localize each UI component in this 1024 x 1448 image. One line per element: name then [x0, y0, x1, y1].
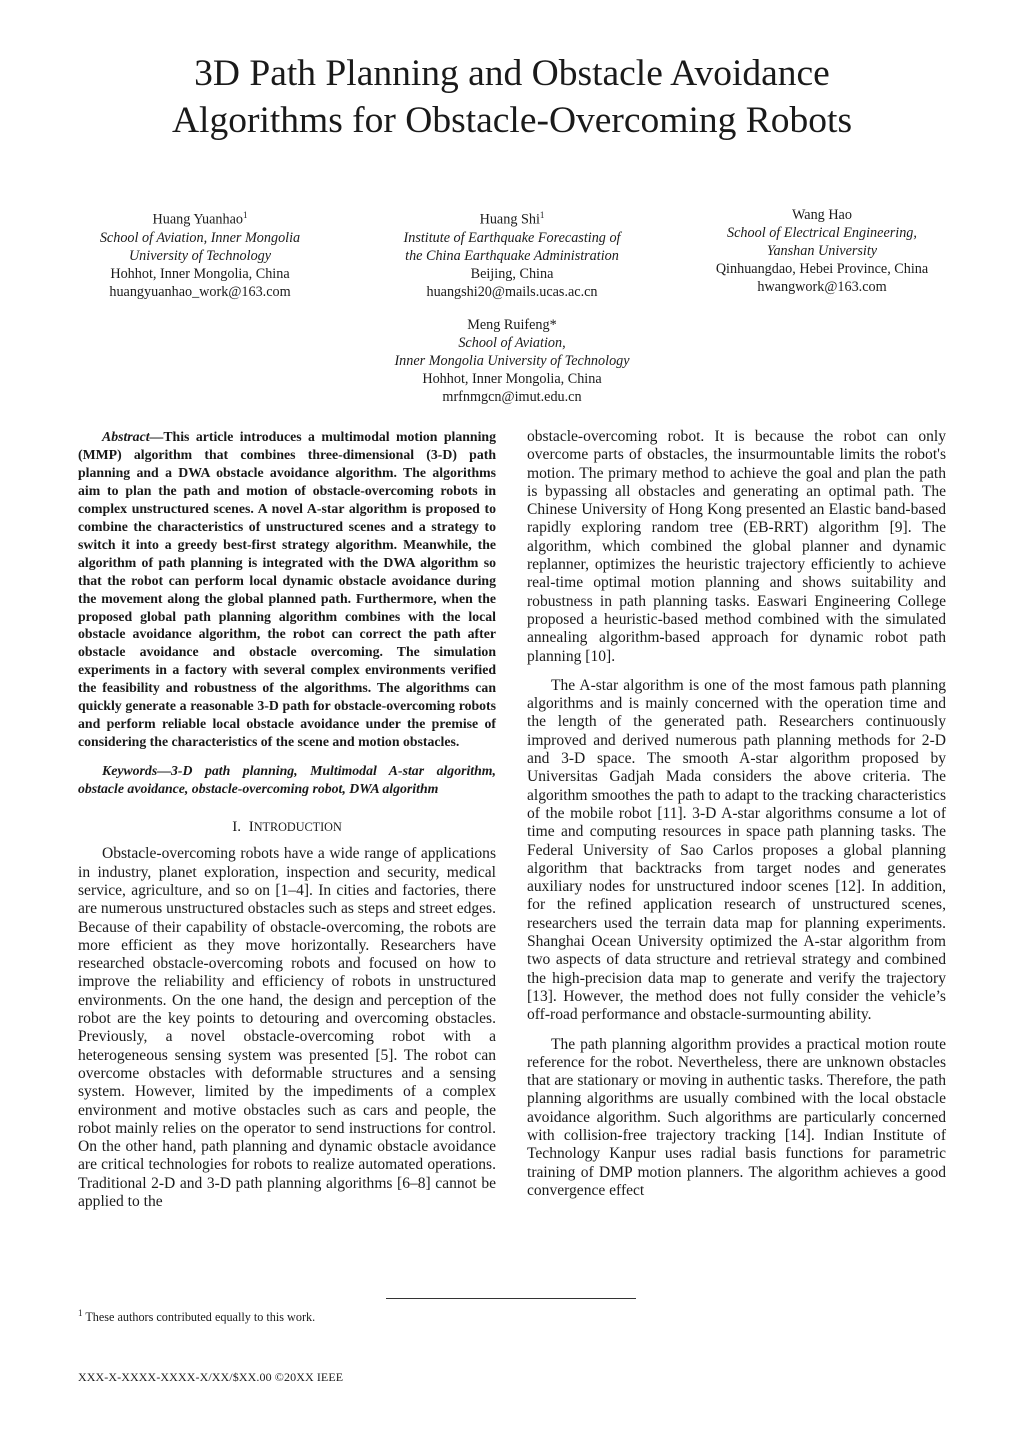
body-paragraph: obstacle-overcoming robot. It is because the robot can only overcome parts of obstacles, the insurmountable limits the robot's motion. The primary method to achieve the goal and plan the path is bypassing all obstacles and generating an optimal path. The Chinese University of Hong Kong presented an Elastic band-based rapidly exploring random tree (EB-RRT) algorithm [9]. The algorithm, which combined the global planner and dynamic replanner, optimizes the heuristic trajectory efficiently to achieve real-time optimal motion planning and shows suitability and robustness in path planning tasks. Easwari Engineering College proposed a heuristic-based method combined with the simulated annealing algorithm-based approach for dynamic robot path planning [10].	[527, 428, 946, 665]
abstract-label: Abstract	[102, 429, 150, 444]
author-affiliation: Inner Mongolia University of Technology	[394, 353, 630, 369]
abstract	[78, 428, 496, 751]
author-mark: 1	[243, 210, 248, 220]
title-line-1: 3D Path Planning and Obstacle Avoidance	[194, 53, 830, 94]
footnote-text: These authors contributed equally to this work.	[82, 1310, 316, 1325]
keywords: Keywords—3-D path planning, Multimodal A-star algorithm, obstacle avoidance, obstacle-overcoming robot, DWA algorithm	[78, 763, 496, 797]
section-title-initial: I	[248, 818, 254, 836]
author-email: huangshi20@mails.ucas.ac.cn	[426, 283, 598, 300]
footnote-mark: 1	[78, 1308, 83, 1318]
intro-paragraph-1: Obstacle-overcoming robots have a wide range of applications in industry, planet exploration, inspection and security, medical service, agriculture, and so on [1–4]. In cities and factories, there are numerous unstructured obstacles such as steps and street edges. Because of their capability of obstacle-overcoming, the robots are more efficient as they move horizontally. Researchers have researched obstacle-overcoming robots and focused on how to improve the reliability and efficiency of robots in unstructured environments. On the one hand, the design and perception of the robot are the key points to detouring and overcoming obstacles. Previously, a novel obstacle-overcoming robot with a heterogeneous sensing system was presented [5]. The robot can overcome obstacles with deformable structures and a sensing system. However, limited by the impediments of a complex environment and motive obstacles such as cars and people, the robot mainly relies on the operator to send instructions for control. On the other hand, path planning and dynamic obstacle avoidance are critical technologies for robots to realize automated operations. Traditional 2-D and 3-D path planning algorithms [6–8] cannot be applied to the	[78, 845, 496, 1210]
author-name: Huang Shi	[479, 211, 540, 228]
author-email: mrfnmgcn@imut.edu.cn	[442, 389, 582, 405]
author-email: hwangwork@163.com	[757, 279, 887, 295]
author-name: Wang Hao	[792, 207, 852, 223]
author-block-4	[362, 316, 662, 406]
paper-title	[0, 50, 1024, 144]
author-block-2	[382, 206, 642, 301]
author-affiliation: the China Earthquake Administration	[405, 247, 619, 264]
author-affiliation: Institute of Earthquake Forecasting of	[403, 229, 621, 246]
author-name: Huang Yuanhao	[152, 211, 243, 228]
author-email: huangyuanhao_work@163.com	[109, 283, 291, 300]
author-block-3	[692, 206, 952, 296]
author-affiliation: School of Aviation, Inner Mongolia	[99, 229, 301, 246]
left-column	[78, 428, 496, 1211]
footnote-divider	[386, 1298, 636, 1299]
section-heading-introduction	[78, 818, 496, 836]
author-block-1	[70, 206, 330, 301]
author-location: Qinhuangdao, Hebei Province, China	[715, 261, 929, 277]
right-column	[527, 428, 946, 1200]
author-mark: 1	[539, 210, 545, 220]
body-paragraph: The path planning algorithm provides a practical motion route reference for the robot. Nevertheless, there are unknown obstacles that are stationary or moving in authentic tasks. Therefore, the path planning algorithms are usually combined with the local obstacle avoidance algorithm. Such algorithms are particularly concerned with collision-free trajectory tracking [14]. Indian Institute of Technology Kanpur uses radial basis functions for parametric training of DMP motion planners. The algorithm achieves a good convergence effect	[527, 1035, 946, 1199]
abstract-text: —This article introduces a multimodal motion planning (MMP) algorithm that combines three-dimensional (3-D) path planning and a DWA obstacle avoidance algorithm. The algorithms aim to plan the path and motion of obstacle-overcoming robots in complex unstructured scenes. A novel A-star algorithm is proposed to combine the characteristics of unstructured scenes and a strategy to switch it into a greedy best-first strategy algorithm. Meanwhile, the algorithm of path planning is integrated with the DWA algorithm so that the robot can perform local dynamic obstacle avoidance during the movement along the global planned path. Furthermore, when the proposed global path planning algorithm combines with the local obstacle avoidance algorithm, the robot can correct the path after obstacle avoidance and obstacle overcoming. The simulation experiments in a factory with several complex environments verified the feasibility and robustness of the algorithms. The algorithms can quickly generate a reasonable 3-D path for obstacle-overcoming robots and perform reliable local obstacle avoidance under the premise of considering the characteristics of the scene and motion obstacles.	[78, 429, 496, 750]
author-affiliation: School of Aviation,	[458, 335, 566, 351]
section-number: I.	[232, 818, 242, 836]
body-paragraph: The A-star algorithm is one of the most famous path planning algorithms and is mainly concerned with the operation time and the length of the generated path. Researchers continuously improved and derived numerous path planning methods for 2-D and 3-D space. The smooth A-star algorithm proposed by Universitas Gadjah Mada considers the above criteria. The algorithm smoothes the path to adapt to the tracking characteristics of the mobile robot [11]. 3-D A-star algorithms consume a lot of time and computing resources in space path planning tasks. The Federal University of Sao Carlos proposes a global planning algorithm that backtracks from target nodes and generates auxiliary nodes for unstructured indoor scenes [12]. In addition, for the refined application research of unstructured scenes, researchers used the terrain data map for planning experiments. Shanghai Ocean University optimized the A-star algorithm from two aspects of data structure and retrieval strategy and combined the high-precision data map to generate and verify the trajectory [13]. However, the method does not fully consider the vehicle’s off-road performance and obstacle-surmounting ability.	[527, 676, 946, 1024]
author-affiliation: Yanshan University	[766, 243, 878, 259]
author-location: Hohhot, Inner Mongolia, China	[422, 371, 602, 387]
section-title-rest: NTRODUCTION	[253, 820, 342, 835]
author-name: Meng Ruifeng*	[467, 317, 557, 333]
footnote	[78, 1308, 315, 1325]
author-location: Beijing, China	[470, 265, 554, 282]
author-location: Hohhot, Inner Mongolia, China	[110, 265, 290, 282]
copyright-line: XXX-X-XXXX-XXXX-X/XX/$XX.00 ©20XX IEEE	[78, 1370, 344, 1384]
author-affiliation: School of Electrical Engineering,	[727, 225, 917, 241]
title-line-2: Algorithms for Obstacle-Overcoming Robots	[171, 100, 853, 141]
author-affiliation: University of Technology	[128, 247, 272, 264]
